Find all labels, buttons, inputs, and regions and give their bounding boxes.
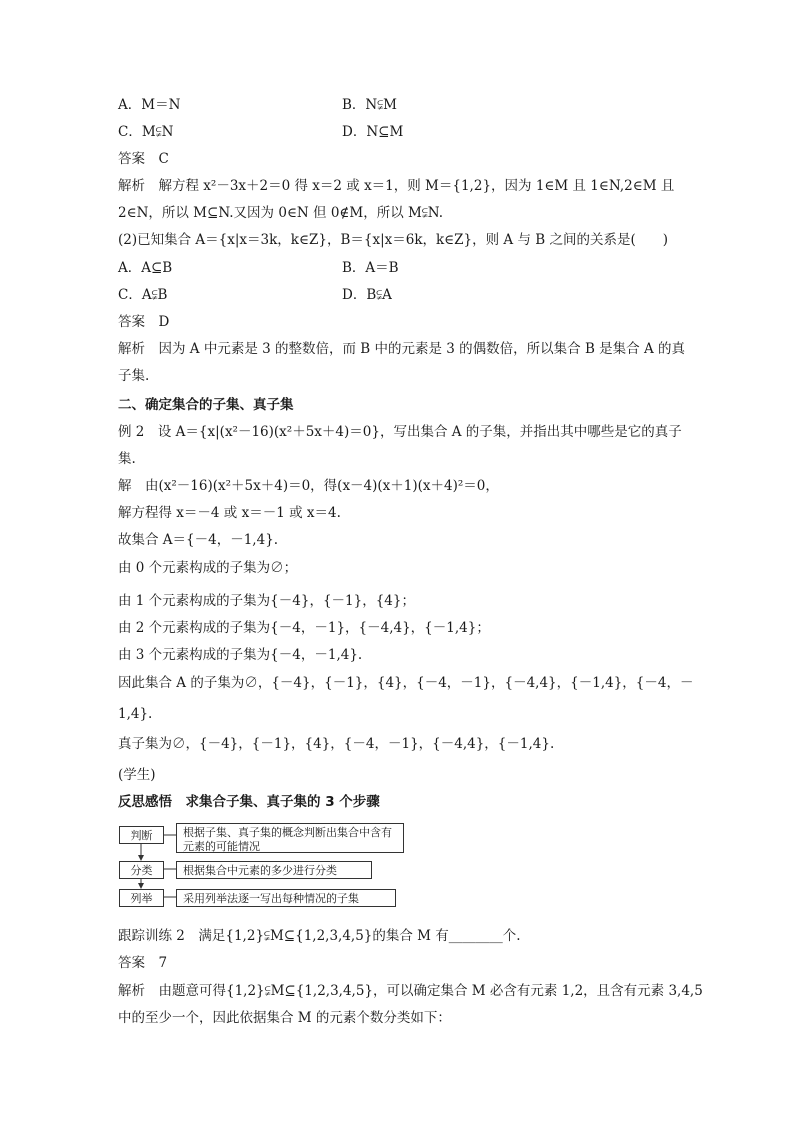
analysis-2-line-2: 子集. [118, 368, 150, 384]
solution-line-10: 真子集为∅，{－4}，{－1}，{4}，{－4，－1}，{－4,4}，{－1,4}. [118, 736, 555, 752]
analysis-2-line-1: 解析 因为 A 中元素是 3 的整数倍，而 B 中的元素是 3 的偶数倍，所以集合 B 是集合 A 的真 [118, 341, 686, 357]
analysis-1-line-1: 解析 解方程 x²－3x＋2＝0 得 x＝2 或 x＝1，则 M＝{1,2}，因为 1∈M 且 1∈N,2∈M 且 [118, 178, 675, 194]
q2-option-a: A．A⊆B [118, 260, 173, 276]
question-2: (2)已知集合 A＝{x|x＝3k，k∈Z}，B＝{x|x＝6k，k∈Z}，则 A 与 B 之间的关系是( ) [118, 232, 669, 248]
q2-option-c: C．A⫋B [118, 287, 168, 303]
solution-line-5: 由 1 个元素构成的子集为{－4}，{－1}，{4}； [118, 593, 415, 609]
reflection-heading: 反思感悟 求集合子集、真子集的 3 个步骤 [118, 794, 380, 810]
flow-desc-classify: 根据集合中元素的多少进行分类 [176, 861, 372, 879]
solution-line-8: 因此集合 A 的子集为∅，{－4}，{－1}，{4}，{－4，－1}，{－4,4}，{－1,4}，{－4，－ [118, 675, 694, 691]
solution-line-3: 故集合 A＝{－4，－1,4}. [118, 532, 279, 548]
flow-step-enumerate: 列举 [119, 889, 164, 907]
flow-desc-judge: 根据子集、真子集的概念判断出集合中含有元素的可能情况 [176, 823, 404, 853]
solution-line-4: 由 0 个元素构成的子集为∅； [118, 560, 298, 576]
q1-option-b: B．N⫋M [342, 97, 397, 113]
q2-option-d: D．B⫋A [342, 287, 392, 303]
solution-line-7: 由 3 个元素构成的子集为{－4，－1,4}. [118, 647, 363, 663]
q1-option-d: D．N⊆M [342, 124, 404, 140]
example-2-line-1: 例 2 设 A＝{x|(x²－16)(x²＋5x＋4)＝0}，写出集合 A 的子集，并指出其中哪些是它的真子 [118, 424, 682, 440]
answer-3: 答案 7 [118, 955, 168, 971]
answer-2: 答案 D [118, 314, 170, 330]
answer-1: 答案 C [118, 151, 169, 167]
solution-line-6: 由 2 个元素构成的子集为{－4，－1}，{－4,4}，{－1,4}； [118, 620, 490, 636]
q2-option-b: B．A＝B [342, 260, 399, 276]
solution-line-9: 1,4}. [118, 706, 153, 722]
tracking-exercise-2: 跟踪训练 2 满足{1,2}⫋M⊆{1,2,3,4,5}的集合 M 有________个. [118, 928, 521, 944]
solution-line-1: 解 由(x²－16)(x²＋5x＋4)＝0，得(x－4)(x＋1)(x＋4)²＝0， [118, 478, 499, 494]
flow-step-classify: 分类 [119, 861, 164, 879]
student-tag: (学生) [118, 767, 156, 783]
flow-step-judge: 判断 [119, 826, 164, 844]
section-heading-2: 二、确定集合的子集、真子集 [118, 397, 294, 413]
flow-desc-enumerate: 采用列举法逐一写出每种情况的子集 [176, 889, 396, 907]
solution-line-2: 解方程得 x＝－4 或 x＝－1 或 x＝4. [118, 505, 341, 521]
analysis-3-line-2: 中的至少一个，因此依据集合 M 的元素个数分类如下： [118, 1010, 451, 1026]
analysis-1-line-2: 2∈N，所以 M⊆N.又因为 0∈N 但 0∉M，所以 M⫋N. [118, 205, 444, 221]
q1-option-c: C．M⫋N [118, 124, 174, 140]
q1-option-a: A．M＝N [118, 97, 181, 113]
analysis-3-line-1: 解析 由题意可得{1,2}⫋M⊆{1,2,3,4,5}，可以确定集合 M 必含有元素 1,2，且含有元素 3,4,5 [118, 983, 703, 999]
example-2-line-2: 集. [118, 451, 136, 467]
